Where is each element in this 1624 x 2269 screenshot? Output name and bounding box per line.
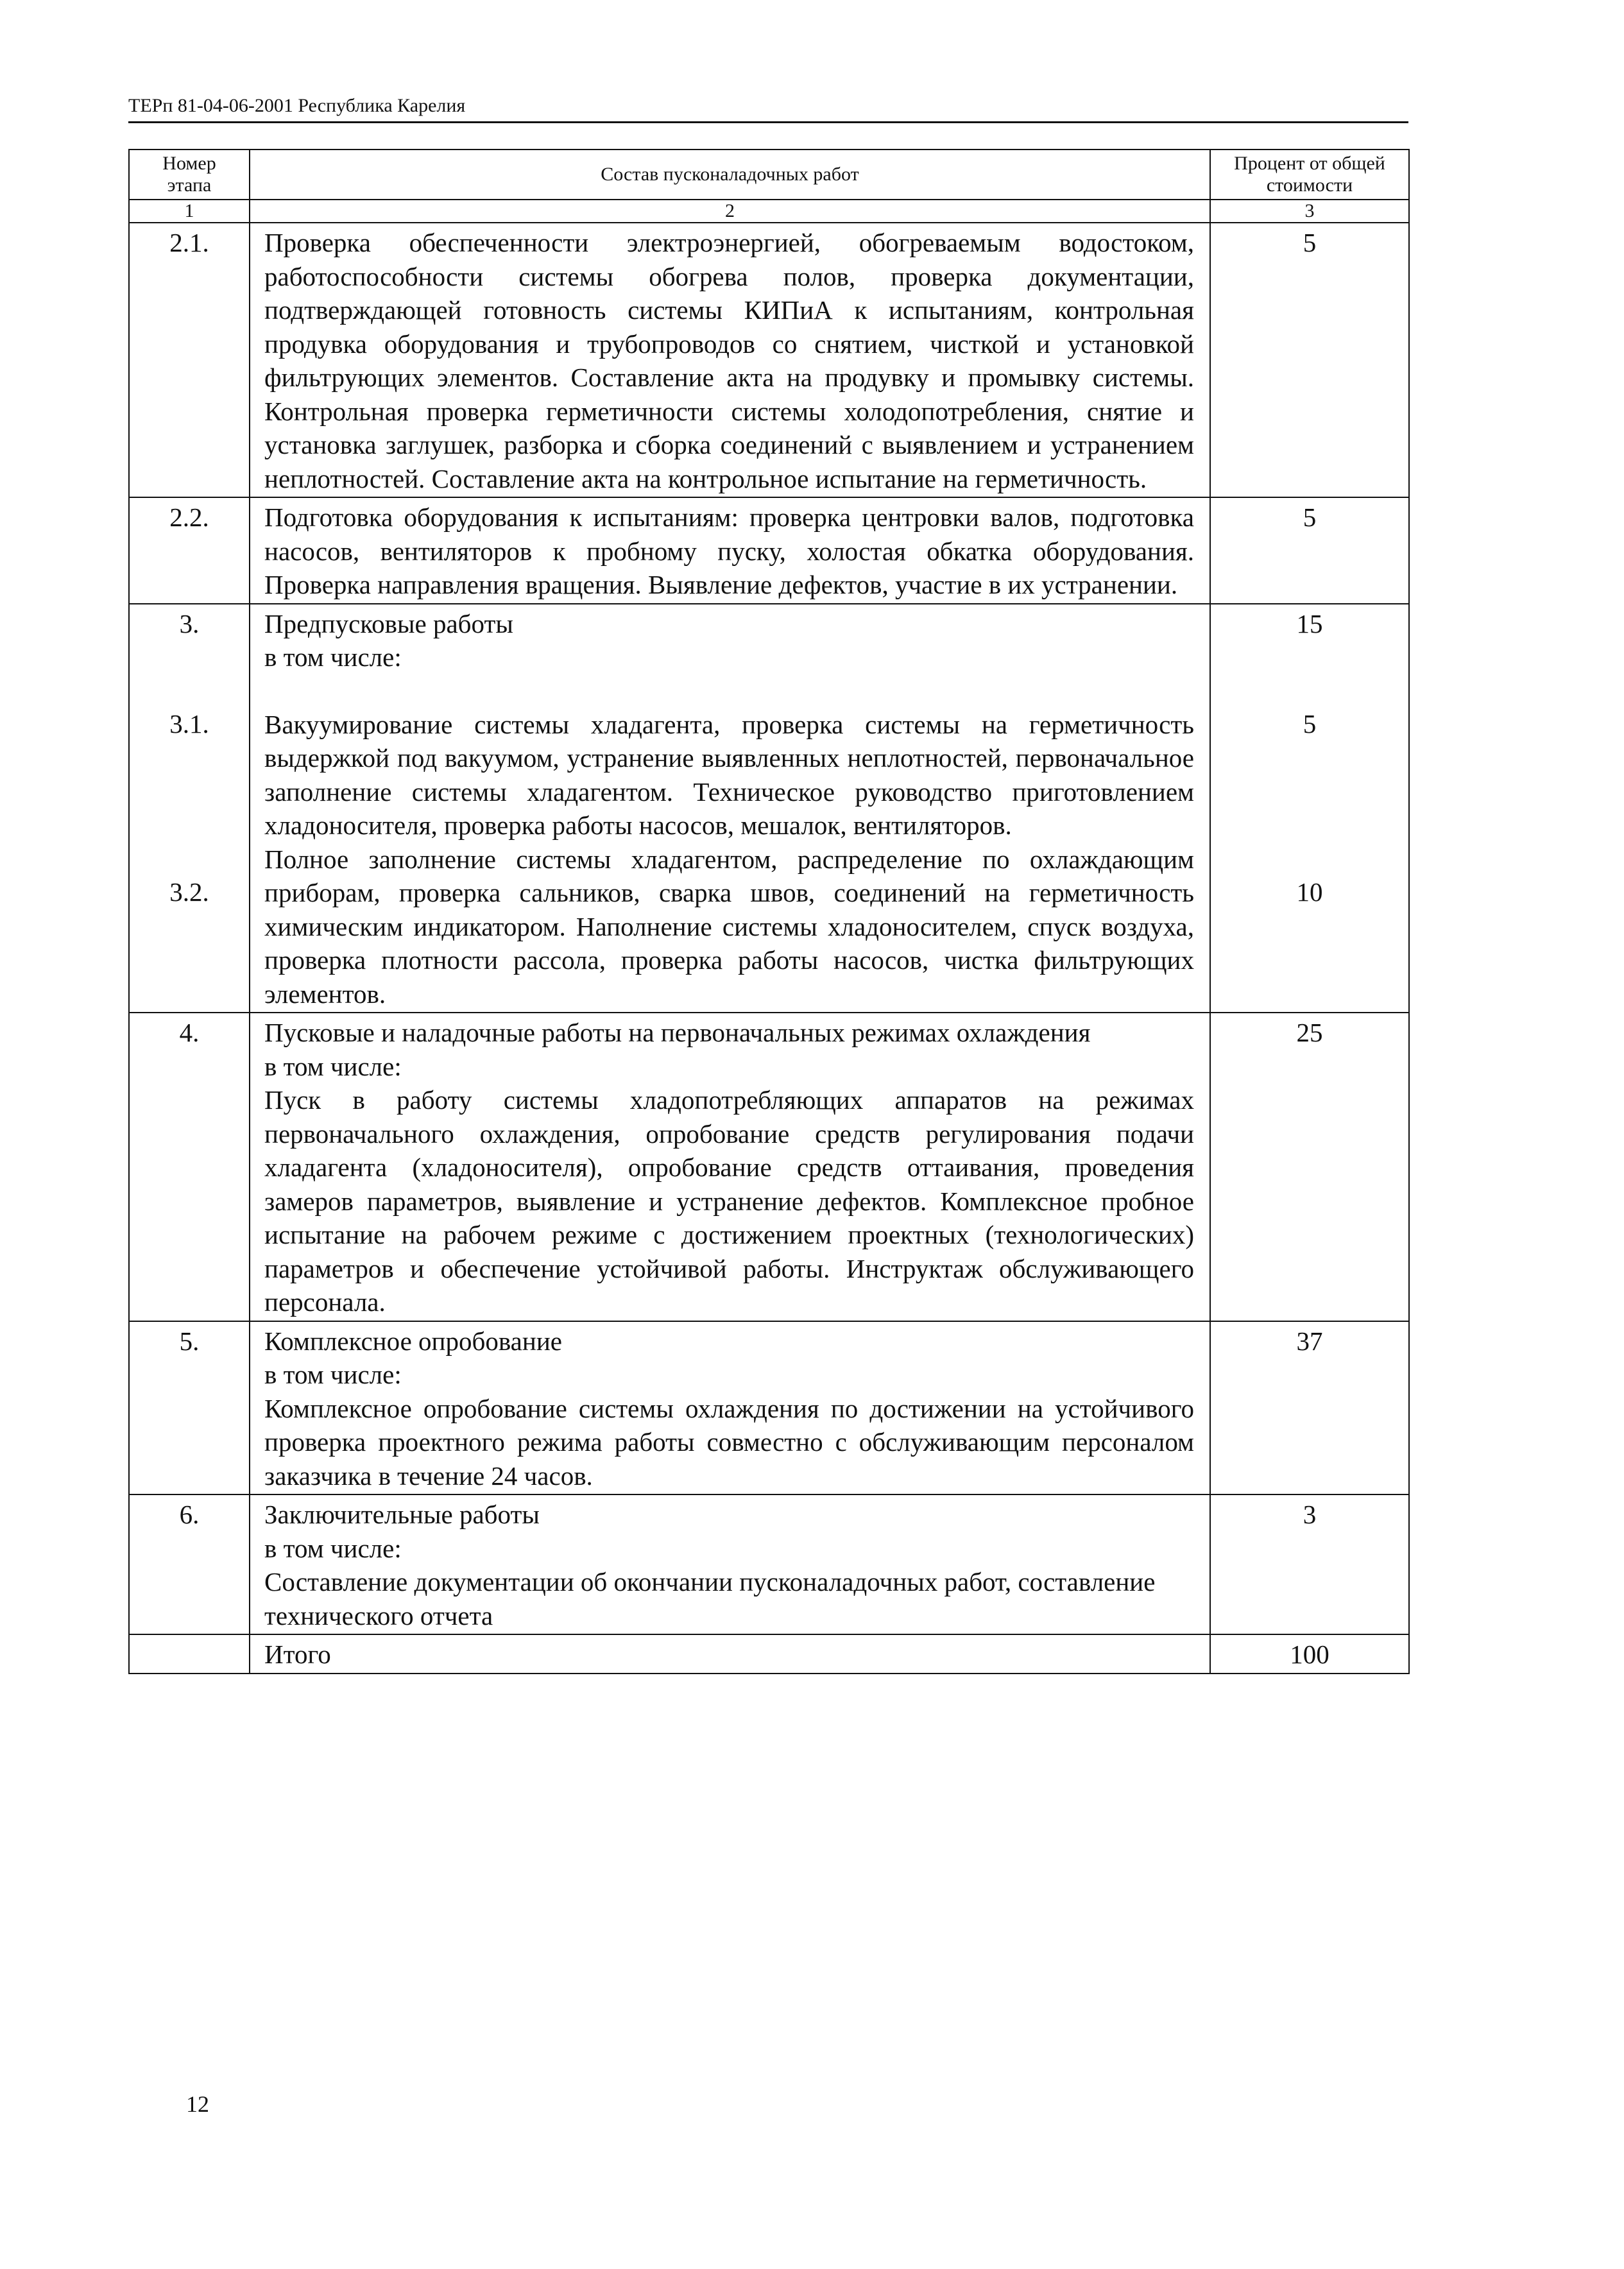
stage-title: Заключительные работы	[264, 1500, 540, 1529]
spacer	[264, 674, 1194, 708]
stage-percent: 15	[1296, 608, 1323, 638]
column-number-1: 1	[129, 200, 250, 223]
stage-percent: 5	[1303, 708, 1317, 739]
stage-text: Пуск в работу системы хладопотребляющих аппаратов на режимах первоначального охлаждения, опробование средств регулирования подачи хладагента (хладоносителя), опробование средств оттаивания, проведения замеров параметров, выявление и устранение дефектов. Комплексное пробное испытание на рабочем режиме с достижением проектных (технологических) параметров и обеспечение устойчивой работы. Инструктаж обслуживающего персонала.	[264, 1085, 1194, 1317]
stage-text: Полное заполнение системы хладагентом, распределение по охлаждающим приборам, проверка сальников, сварка швов, соединений на герметичность химическим индикатором. Наполнение системы хладоносителем, спуск воздуха, проверка плотности рассола, проверка работы насосов, чистка фильтрующих элементов.	[264, 844, 1194, 1009]
stage-text: Проверка обеспеченности электроэнергией, обогреваемым водостоком, работоспособности системы обогрева полов, проверка документации, подтверждающей готовность системы КИПиА к испытаниям, контрольная продувка оборудования и трубопроводов со снятием, чисткой и установкой фильтрующих элементов. Составление акта на продувку и промывку системы. Контрольная проверка герметичности системы холодопотребления, снятие и установка заглушек, разборка и сборка соединений с выявлением и устранением неплотностей. Составление акта на контрольное испытание на герметичность.	[250, 223, 1210, 497]
table-header-row	[129, 150, 1409, 200]
stage-percent-group	[1210, 604, 1409, 1013]
stage-number: 3.	[179, 608, 200, 638]
table-row	[129, 604, 1409, 1013]
header-stage-no: Номер этапа	[129, 150, 250, 200]
total-percent: 100	[1210, 1634, 1409, 1674]
stage-text: Комплексное опробование системы охлаждения по достижении на устойчивого проверка проектного режима работы совместно с обслуживающим персоналом заказчика в течение 24 часов.	[264, 1393, 1194, 1491]
spacer	[130, 741, 249, 875]
stage-number: 3.1.	[169, 708, 209, 739]
total-label: Итого	[250, 1634, 1210, 1674]
spacer	[1211, 674, 1408, 707]
spacer	[1211, 640, 1408, 674]
stage-subtitle: в том числе:	[264, 1051, 402, 1081]
spacer	[130, 640, 249, 674]
stage-percent: 10	[1296, 877, 1323, 907]
spacer	[130, 674, 249, 707]
spacer	[1211, 741, 1408, 875]
stage-text: Вакуумирование системы хладагента, проверка системы на герметичность выдержкой под вакуумом, устранение выявленных неплотностей, первоначальное заполнение системы хладагентом. Техническое руководство приготовлением хладоносителя, проверка работы насосов, мешалок, вентиляторов.	[264, 709, 1194, 840]
stage-number-group	[129, 604, 250, 1013]
stage-percent: 3	[1210, 1494, 1409, 1634]
stage-subtitle: в том числе:	[264, 642, 402, 672]
stage-text: Составление документации об окончании пусконаладочных работ, составление технического отчета	[264, 1567, 1156, 1631]
stage-title: Комплексное опробование	[264, 1326, 562, 1356]
table-row	[129, 223, 1409, 497]
stage-number: 2.1.	[129, 223, 250, 497]
stage-title: Предпусковые работы	[264, 608, 513, 638]
header-composition: Состав пусконаладочных работ	[250, 150, 1210, 200]
stage-percent: 25	[1210, 1013, 1409, 1321]
table-row	[129, 497, 1409, 604]
column-number-3: 3	[1210, 200, 1409, 223]
stage-text-group	[250, 1494, 1210, 1634]
stage-subtitle: в том числе:	[264, 1360, 402, 1389]
table-row	[129, 1321, 1409, 1495]
total-row	[129, 1634, 1409, 1674]
stage-text-group	[250, 604, 1210, 1013]
total-empty-cell	[129, 1634, 250, 1674]
stage-text-group	[250, 1013, 1210, 1321]
stage-percent: 5	[1210, 497, 1409, 604]
stage-number: 3.2.	[169, 877, 209, 907]
works-table	[128, 149, 1410, 1674]
stage-subtitle: в том числе:	[264, 1533, 402, 1563]
page-number: 12	[186, 2091, 209, 2117]
column-number-2: 2	[250, 200, 1210, 223]
stage-text-group	[250, 1321, 1210, 1495]
stage-number: 5.	[129, 1321, 250, 1495]
stage-number: 4.	[129, 1013, 250, 1321]
page-header: ТЕРп 81-04-06-2001 Республика Карелия	[128, 93, 1408, 123]
table-row	[129, 1013, 1409, 1321]
table-row	[129, 1494, 1409, 1634]
stage-number: 2.2.	[129, 497, 250, 604]
header-percent: Процент от общей стоимости	[1210, 150, 1409, 200]
stage-percent: 37	[1210, 1321, 1409, 1495]
stage-text: Подготовка оборудования к испытаниям: проверка центровки валов, подготовка насосов, вентиляторов к пробному пуску, холостая обкатка оборудования. Проверка направления вращения. Выявление дефектов, участие в их устранении.	[250, 497, 1210, 604]
stage-number: 6.	[129, 1494, 250, 1634]
stage-percent: 5	[1210, 223, 1409, 497]
stage-title: Пусковые и наладочные работы на первоначальных режимах охлаждения	[264, 1018, 1091, 1047]
column-number-row	[129, 200, 1409, 223]
